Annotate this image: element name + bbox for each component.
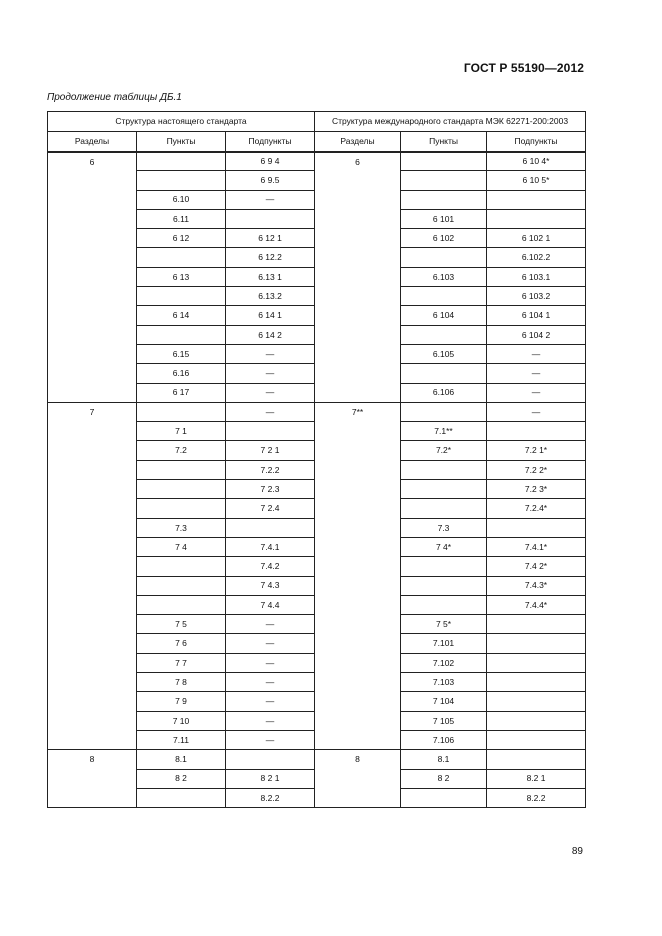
subclause-left: 7 2.4: [226, 499, 315, 518]
clause-left: [137, 152, 226, 171]
subclause-right: 7.2.4*: [487, 499, 586, 518]
clause-right: 7 4*: [401, 537, 487, 556]
subclause-right: 6 10 4*: [487, 152, 586, 171]
clause-left: [137, 248, 226, 267]
subclause-right: [487, 634, 586, 653]
clause-left: 6.16: [137, 364, 226, 383]
clause-left: 7 10: [137, 711, 226, 730]
clause-right: 7.106: [401, 730, 487, 749]
section-left: 7: [48, 402, 137, 749]
section-right: 6: [315, 152, 401, 403]
subclause-left: 6 12.2: [226, 248, 315, 267]
clause-right: 6 101: [401, 209, 487, 228]
page-number: 89: [571, 846, 583, 857]
clause-left: 8 2: [137, 769, 226, 788]
clause-left: 6 17: [137, 383, 226, 402]
clause-right: [401, 788, 487, 807]
subclause-right: [487, 518, 586, 537]
col-header-clauses-left: Пункты: [137, 132, 226, 152]
correspondence-table: [47, 111, 586, 808]
clause-right: 6.105: [401, 344, 487, 363]
clause-right: [401, 557, 487, 576]
clause-left: [137, 576, 226, 595]
clause-left: 7.11: [137, 730, 226, 749]
clause-right: 7.103: [401, 673, 487, 692]
section-right: 8: [315, 750, 401, 808]
subclause-right: [487, 673, 586, 692]
subclause-left: —: [226, 383, 315, 402]
subclause-right: 6 104 1: [487, 306, 586, 325]
subclause-left: [226, 422, 315, 441]
subclause-right: 6 104 2: [487, 325, 586, 344]
clause-left: 7.2: [137, 441, 226, 460]
subclause-right: 7.2 3*: [487, 480, 586, 499]
subclause-right: [487, 730, 586, 749]
subclause-left: —: [226, 711, 315, 730]
subclause-left: 6 9.5: [226, 171, 315, 190]
subclause-left: 7.4.2: [226, 557, 315, 576]
subclause-left: 6 14 1: [226, 306, 315, 325]
clause-left: 7 4: [137, 537, 226, 556]
clause-right: [401, 499, 487, 518]
subclause-left: [226, 209, 315, 228]
clause-left: [137, 171, 226, 190]
subclause-left: 7 4.3: [226, 576, 315, 595]
table-row: [48, 402, 586, 421]
subclause-left: 8.2.2: [226, 788, 315, 807]
table-row: [48, 750, 586, 769]
clause-left: 6.15: [137, 344, 226, 363]
clause-left: 8.1: [137, 750, 226, 769]
subclause-right: 6 103.1: [487, 267, 586, 286]
subclause-right: 7.2 1*: [487, 441, 586, 460]
subclause-right: [487, 750, 586, 769]
subclause-right: [487, 422, 586, 441]
subclause-left: 7 2.3: [226, 480, 315, 499]
subclause-right: 8.2.2: [487, 788, 586, 807]
subclause-left: 7 2 1: [226, 441, 315, 460]
clause-left: [137, 480, 226, 499]
clause-left: [137, 788, 226, 807]
clause-left: [137, 402, 226, 421]
subclause-right: 8.2 1: [487, 769, 586, 788]
clause-right: [401, 287, 487, 306]
clause-right: [401, 460, 487, 479]
clause-right: [401, 325, 487, 344]
clause-left: [137, 460, 226, 479]
clause-right: 8.1: [401, 750, 487, 769]
subclause-left: 6 12 1: [226, 229, 315, 248]
clause-right: 7 105: [401, 711, 487, 730]
subclause-left: —: [226, 364, 315, 383]
clause-left: 6 13: [137, 267, 226, 286]
subclause-right: [487, 615, 586, 634]
clause-left: [137, 325, 226, 344]
subclause-right: 6.102.2: [487, 248, 586, 267]
subclause-left: —: [226, 402, 315, 421]
subclause-left: —: [226, 692, 315, 711]
subclause-left: 6 9 4: [226, 152, 315, 171]
subclause-right: 6 103.2: [487, 287, 586, 306]
subclause-left: 7.2.2: [226, 460, 315, 479]
clause-left: 6.11: [137, 209, 226, 228]
table-caption: Продолжение таблицы ДБ.1: [47, 92, 182, 103]
section-right: 7**: [315, 402, 401, 749]
subclause-right: —: [487, 344, 586, 363]
clause-right: [401, 190, 487, 209]
subclause-right: [487, 692, 586, 711]
subclause-right: 7.4.1*: [487, 537, 586, 556]
subclause-right: 6 102 1: [487, 229, 586, 248]
clause-right: [401, 402, 487, 421]
clause-left: 7.3: [137, 518, 226, 537]
group-header-current-standard: Структура настоящего стандарта: [48, 112, 315, 132]
clause-right: [401, 248, 487, 267]
subclause-left: 6.13.2: [226, 287, 315, 306]
clause-right: 7.1**: [401, 422, 487, 441]
subclause-right: —: [487, 383, 586, 402]
clause-right: 6.106: [401, 383, 487, 402]
subclause-left: —: [226, 634, 315, 653]
clause-right: 7.3: [401, 518, 487, 537]
clause-left: 7 6: [137, 634, 226, 653]
subclause-left: 6.13 1: [226, 267, 315, 286]
clause-right: 7 104: [401, 692, 487, 711]
subclause-left: —: [226, 653, 315, 672]
clause-left: [137, 287, 226, 306]
table-body: [48, 152, 586, 808]
col-header-subclauses-left: Подпункты: [226, 132, 315, 152]
clause-left: 6.10: [137, 190, 226, 209]
clause-right: 7 5*: [401, 615, 487, 634]
clause-right: 6 104: [401, 306, 487, 325]
subclause-left: —: [226, 730, 315, 749]
clause-right: [401, 480, 487, 499]
clause-left: 6 14: [137, 306, 226, 325]
clause-right: [401, 171, 487, 190]
clause-left: 7 5: [137, 615, 226, 634]
clause-left: 7 1: [137, 422, 226, 441]
clause-left: [137, 557, 226, 576]
clause-right: [401, 595, 487, 614]
clause-left: [137, 595, 226, 614]
subclause-left: —: [226, 615, 315, 634]
subclause-right: —: [487, 402, 586, 421]
document-code: ГОСТ Р 55190—2012: [463, 61, 584, 75]
subclause-right: [487, 190, 586, 209]
clause-left: 7 7: [137, 653, 226, 672]
subclause-right: 6 10 5*: [487, 171, 586, 190]
subclause-right: [487, 711, 586, 730]
clause-left: 7 8: [137, 673, 226, 692]
section-left: 8: [48, 750, 137, 808]
subclause-right: [487, 653, 586, 672]
clause-right: [401, 576, 487, 595]
col-header-sections-left: Разделы: [48, 132, 137, 152]
group-header-international-standard: Структура международного стандарта МЭК 62271-200:2003: [315, 112, 586, 132]
subclause-left: —: [226, 673, 315, 692]
clause-left: 6 12: [137, 229, 226, 248]
clause-right: 6.103: [401, 267, 487, 286]
clause-right: 8 2: [401, 769, 487, 788]
clause-right: 7.102: [401, 653, 487, 672]
col-header-clauses-right: Пункты: [401, 132, 487, 152]
subclause-right: —: [487, 364, 586, 383]
subclause-right: 7.4 2*: [487, 557, 586, 576]
clause-right: 6 102: [401, 229, 487, 248]
subclause-right: 7.4.4*: [487, 595, 586, 614]
subclause-right: [487, 209, 586, 228]
clause-right: [401, 364, 487, 383]
table-row: [48, 152, 586, 171]
clause-left: [137, 499, 226, 518]
subclause-left: [226, 750, 315, 769]
subclause-left: 7 4.4: [226, 595, 315, 614]
clause-right: 7.101: [401, 634, 487, 653]
col-header-sections-right: Разделы: [315, 132, 401, 152]
subclause-left: —: [226, 190, 315, 209]
subclause-left: —: [226, 344, 315, 363]
subclause-right: 7.4.3*: [487, 576, 586, 595]
col-header-subclauses-right: Подпункты: [487, 132, 586, 152]
clause-left: 7 9: [137, 692, 226, 711]
subclause-right: 7.2 2*: [487, 460, 586, 479]
subclause-left: [226, 518, 315, 537]
subclause-left: 8 2 1: [226, 769, 315, 788]
section-left: 6: [48, 152, 137, 403]
subclause-left: 6 14 2: [226, 325, 315, 344]
clause-right: 7.2*: [401, 441, 487, 460]
subclause-left: 7.4.1: [226, 537, 315, 556]
clause-right: [401, 152, 487, 171]
